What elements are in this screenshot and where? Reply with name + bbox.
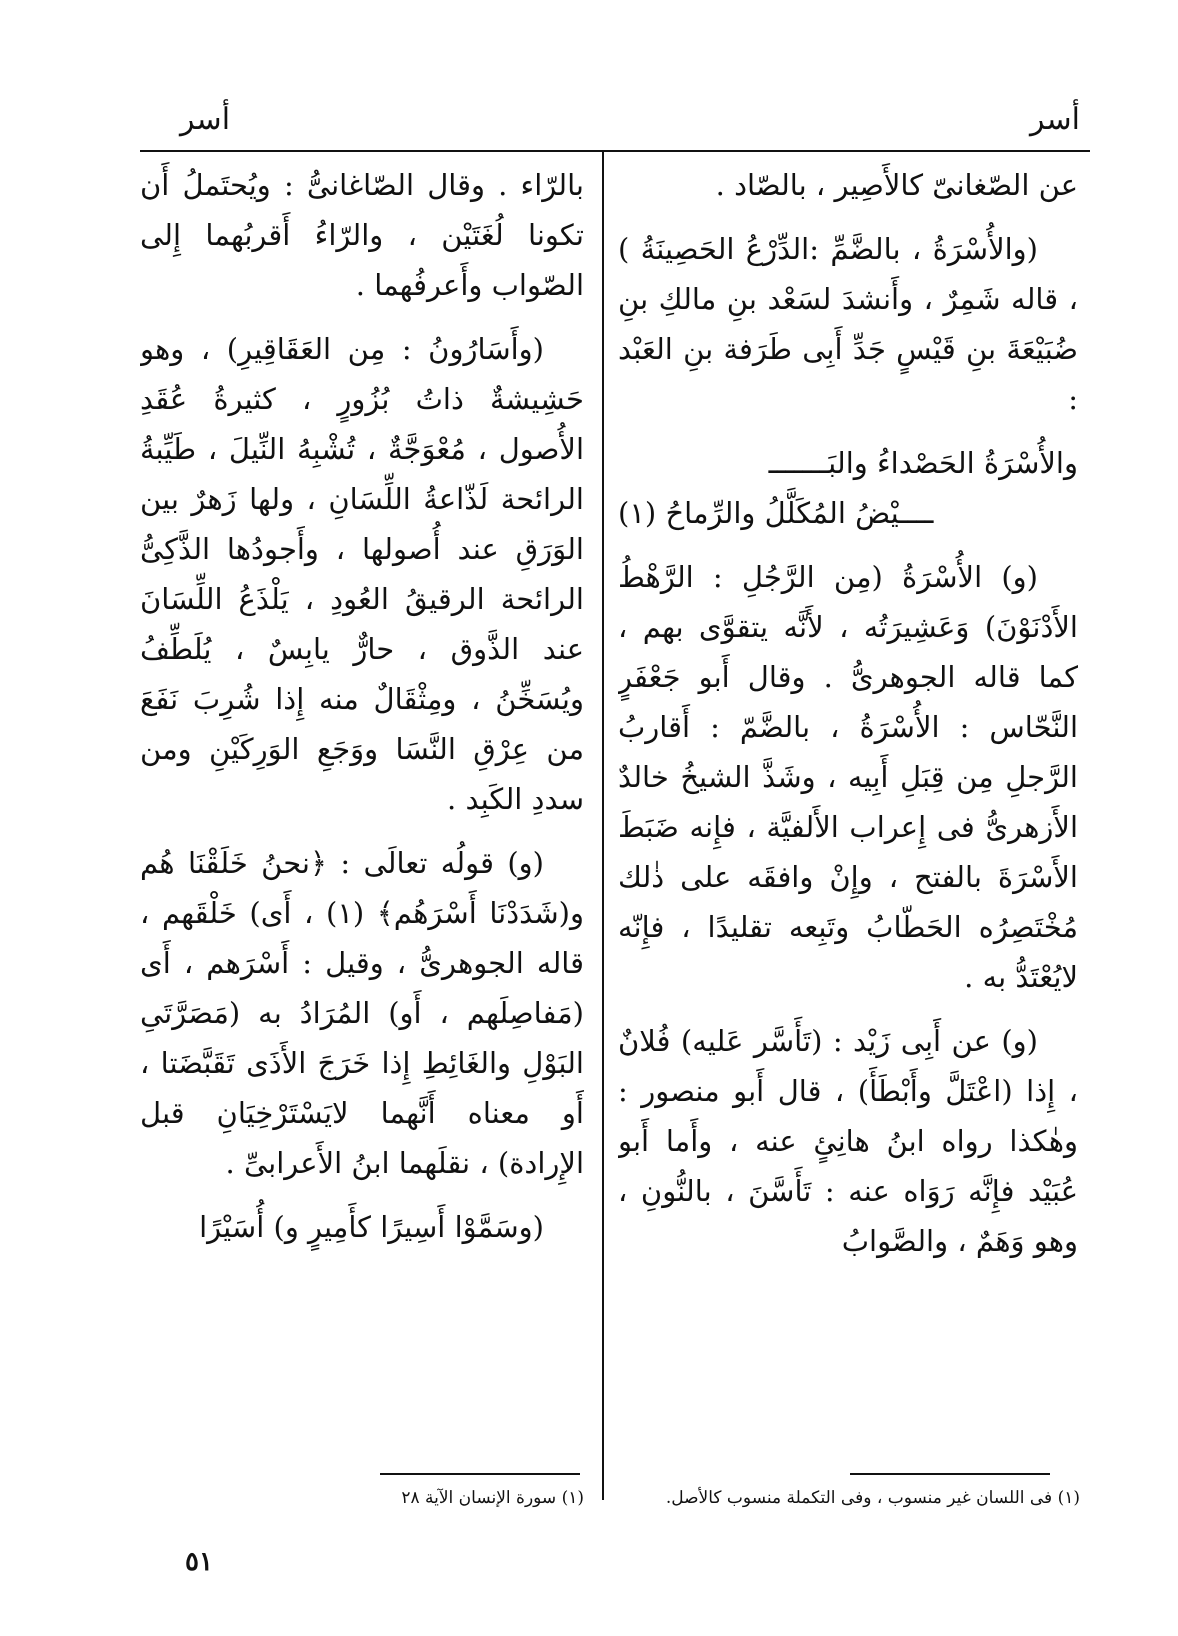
verse-second-hemistich: ــــيْضُ المُكَلَّلُ والرِّماحُ (١) [618, 496, 934, 530]
column-divider [602, 150, 604, 1500]
left-col-paragraph-1: بالرّاء . وقال الصّاغانىُّ : ويُحتَملُ أَن تكونا لُغَتَيْن ، والرّاءُ أَقربُهما إِلى الصّواب وأَعرفُهما . [140, 168, 584, 302]
footnote-left: (١) سورة الإنسان الآية ٢٨ [401, 1488, 584, 1508]
left-column [140, 160, 584, 1460]
right-col-paragraph-4: (و) عن أَبِى زَيْد : (تَأَسَّر عَليه) فُلانٌ ، إِذا (اعْتَلَّ وأَبْطَأَ) ، قال أَبو منصور : وهٰكذا رواه ابنُ هانِئٍ عنه ، وأَما أَبو عُبَيْد فإِنَّه رَوَاه عنه : تَأَسَّنَ ، بالنُّونِ ، وهو وَهَمٌ ، والصَّوابُ [618, 1024, 1078, 1258]
verse-first-hemistich: والأُسْرَةُ الحَصْداءُ والبَـــــــ [768, 446, 1078, 480]
right-col-paragraph-3: (و) الأُسْرَةُ (مِن الرَّجُلِ : الرَّهْطُ الأَدْنَوْنَ) وَعَشِيرَتُه ، لأَنَّه يتقوَّى بهم ، كما قاله الجوهرىُّ . وقال أَبو جَعْفَرٍ النَّحّاس : الأُسْرَةُ ، بالضَّمّ : أَقاربُ الرَّجلِ مِن قِبَلِ أَبِيه ، وشَذَّ الشيخُ خالدٌ الأَزهرىُّ فى إِعراب الأَلفيَّة ، فإِنه ضَبَطَ الأَسْرَةَ بالفتح ، وإِنْ وافقَه على ذٰلك مُخْتَصِرُه الحَطّابُ وتَبِعه تقليدًا ، فإِنّه لايُعْتَدُّ به . [618, 560, 1078, 994]
right-col-paragraph-1: عن الصّغانىّ كالأَصِير ، بالصّاد . [715, 168, 1078, 202]
header-rule [140, 150, 1090, 152]
right-column [618, 160, 1078, 1460]
running-head-left: أسر [180, 102, 231, 137]
footnote-rule-right [850, 1473, 1050, 1475]
footnote-right: (١) فى اللسان غير منسوب ، وفى التكملة منسوب كالأصل. [665, 1488, 1080, 1508]
left-col-paragraph-3: (و) قولُه تعالَى : ﴿نحنُ خَلَقْنَا هُم و(شَدَدْنَا أَسْرَهُم﴾ (١) ، أَى) خَلْقَهم ، قاله الجوهرىُّ ، وقيل : أَسْرَهم ، أَى (مَفاصِلَهم ، أَو) المُرَادُ به (مَصَرَّتَىِ البَوْلِ والغَائِطِ إِذا خَرَجَ الأَذَى تَقَبَّضَتا ، أَو معناه أَنَّهما لايَسْتَرْخِيَانِ قبل الإِرادة) ، نقلَهما ابنُ الأَعرابىِّ . [140, 846, 584, 1180]
left-col-paragraph-2: (وأَسَارُونُ : مِن العَقَاقِيرِ) ، وهو حَشِيشةٌ ذاتُ بُزُورٍ ، كثيرةُ عُقَدِ الأُصول ، مُعْوَجَّةٌ ، تُشْبِهُ النِّيلَ ، طَيِّبةُ الرائحة لَذّاعةُ اللِّسَانِ ، ولها زَهرٌ بين الوَرَقِ عند أُصولها ، وأَجودُها الذَّكِىُّ الرائحة الرقيقُ العُودِ ، يَلْذَعُ اللِّسَانَ عند الذَّوق ، حارٌّ يابِسٌ ، يُلَطِّفُ ويُسَخِّنُ ، ومِثْقَالٌ منه إِذا شُرِبَ نَفَعَ من عِرْقِ النَّسَا ووَجَعِ الوَرِكَيْنِ ومن سددِ الكَبِد . [140, 332, 584, 816]
poetry-verse [618, 438, 1078, 538]
page-number: ٥١ [185, 1547, 213, 1577]
right-col-paragraph-2: (والأُسْرَةُ ، بالضَّمِّ :الدِّرْعُ الحَصِينَةُ ) ، قاله شَمِرٌ ، وأَنشدَ لسَعْد بنِ مالكِ بنِ ضُبَيْعَةَ بنِ قَيْسٍ جَدِّ أَبِى طَرَفة بنِ العَبْد : [618, 232, 1078, 416]
left-col-paragraph-4: (وسَمَّوْا أَسِيرًا كأَمِيرٍ و) أُسَيْرًا [199, 1210, 544, 1244]
running-head-right: أسر [1029, 102, 1080, 137]
footnote-rule-left [380, 1473, 580, 1475]
